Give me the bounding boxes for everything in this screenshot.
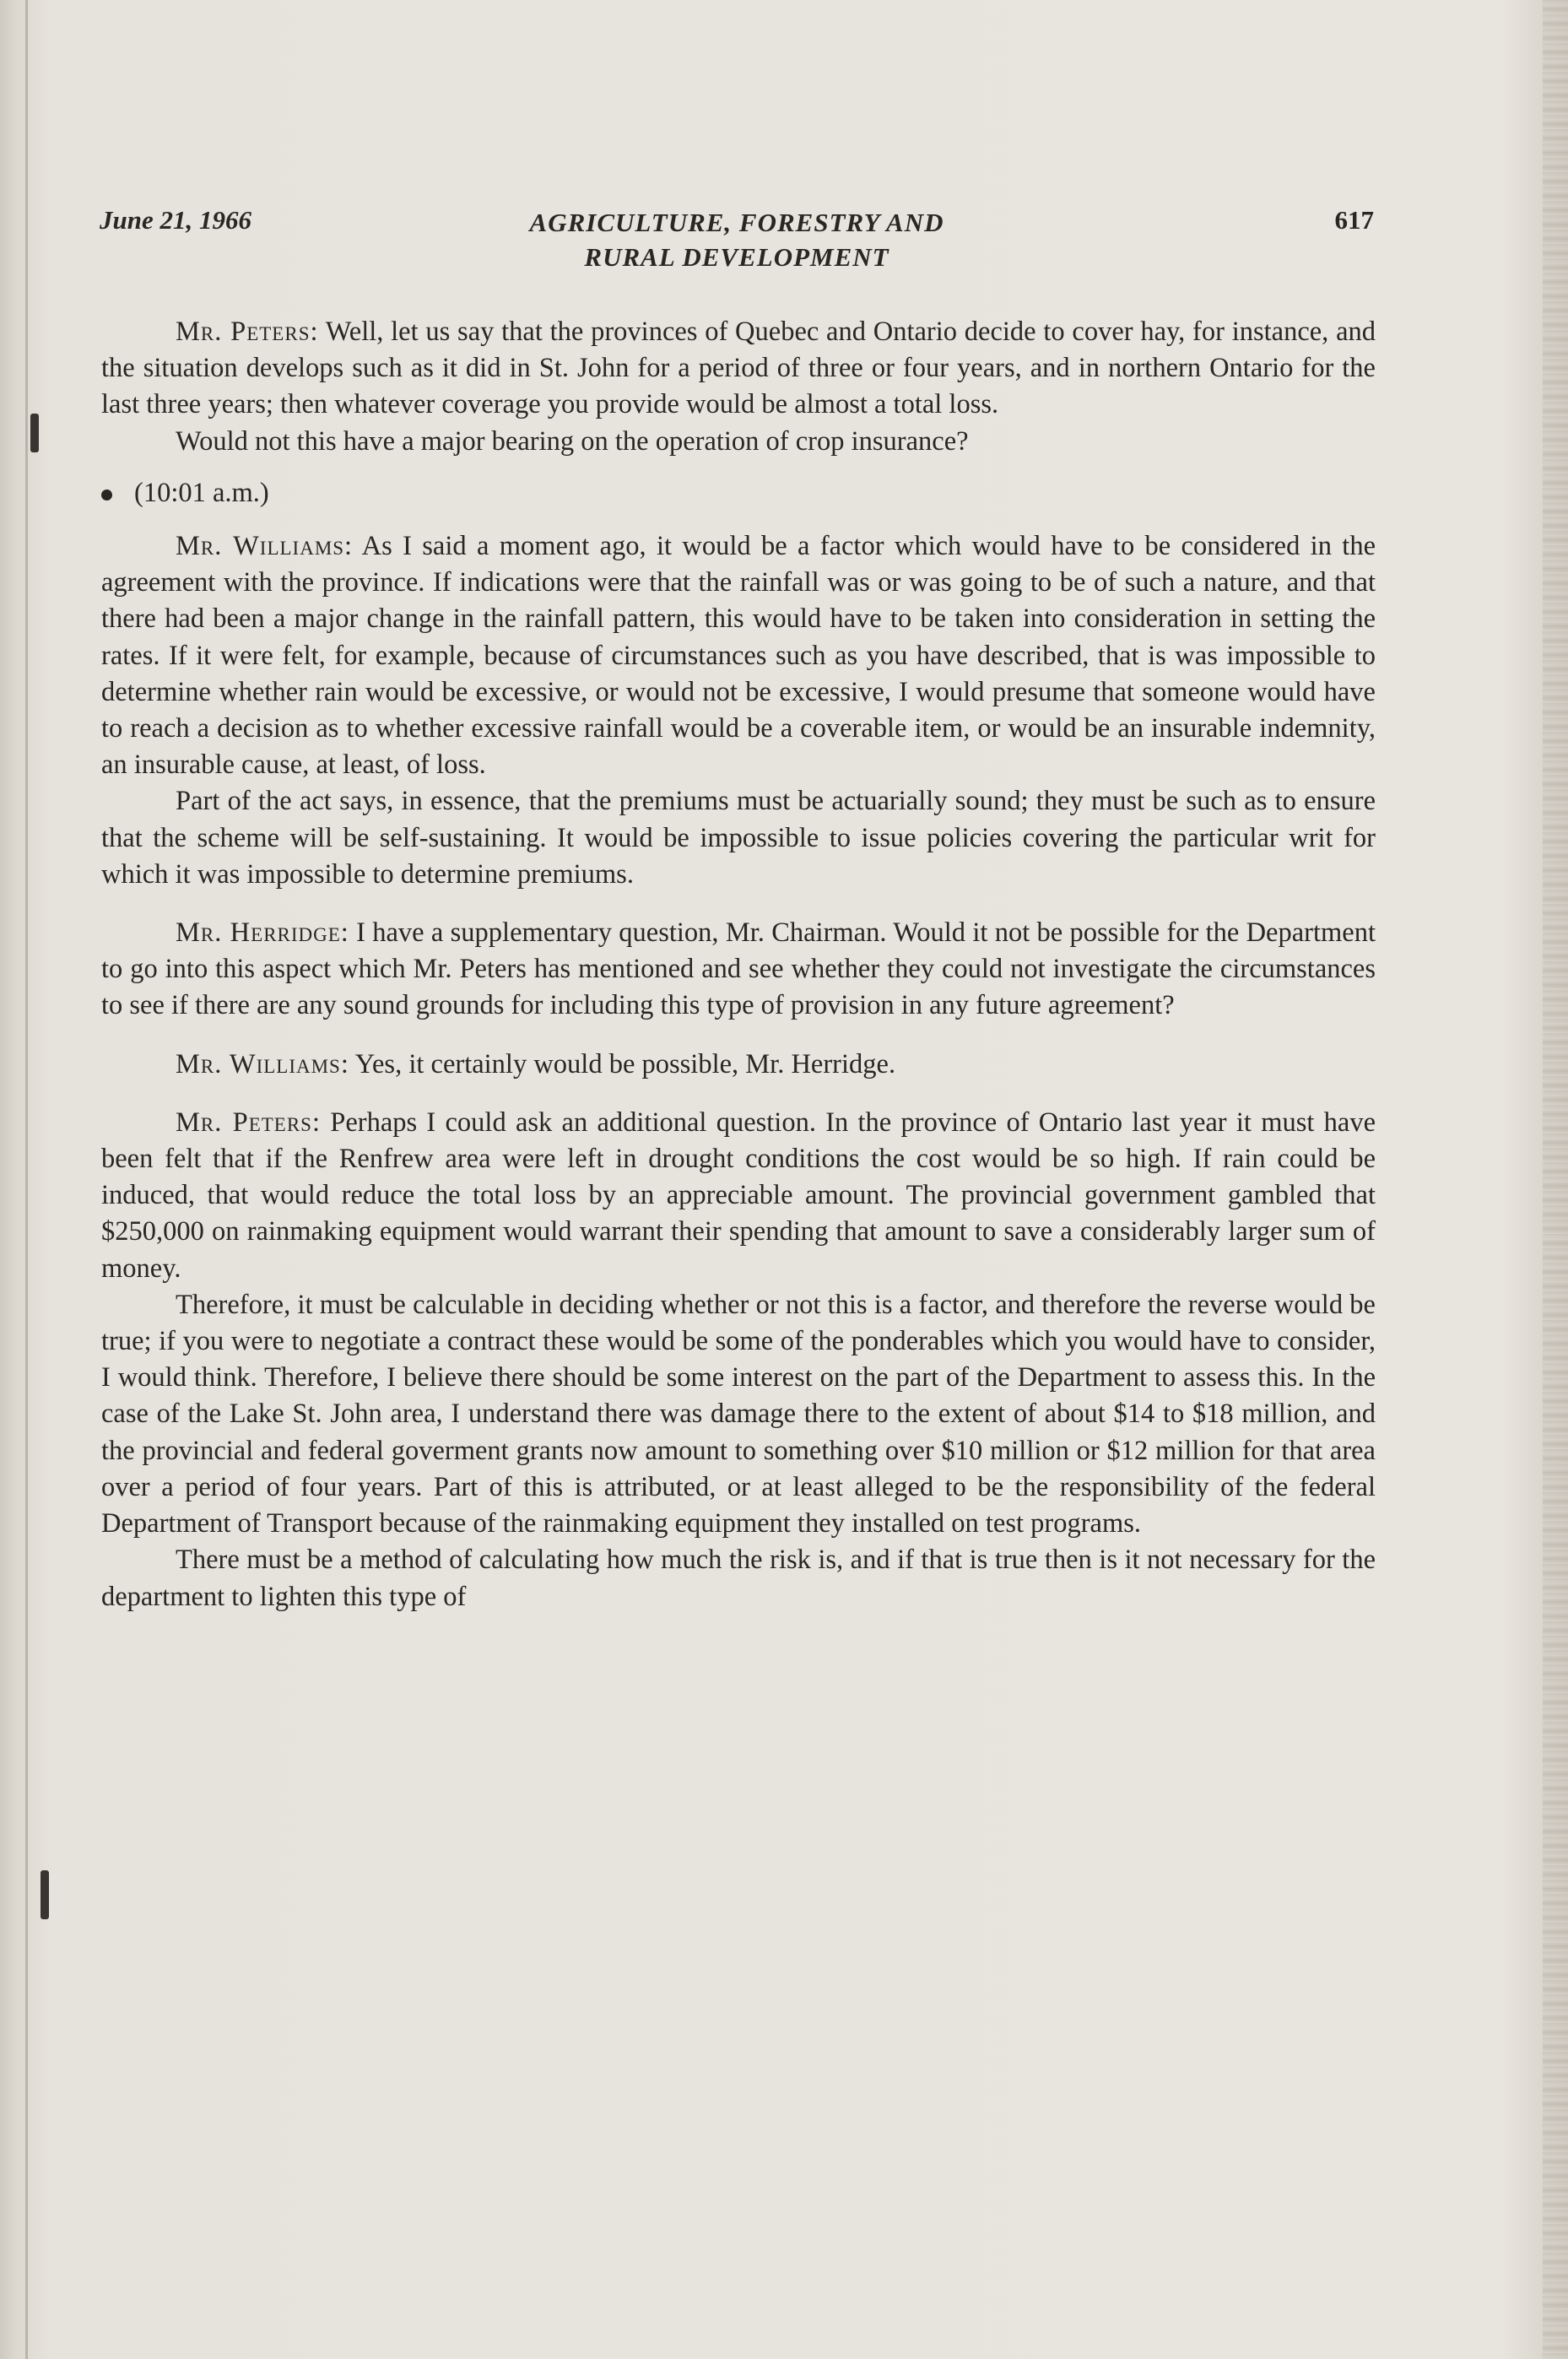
paragraph bbox=[101, 1287, 1376, 1542]
paragraph bbox=[101, 1047, 1376, 1083]
header-title-line-2: RURAL DEVELOPMENT bbox=[584, 242, 889, 272]
bullet-icon bbox=[101, 490, 112, 500]
time-stamp-text: (10:01 a.m.) bbox=[134, 477, 269, 508]
paragraph bbox=[101, 1105, 1376, 1287]
time-stamp bbox=[101, 475, 1376, 511]
header-title bbox=[100, 205, 1374, 274]
paragraph-text: Part of the act says, in essence, that the premiums must be actuarially sound; they must be such as to ensure that the scheme will be self-sustaining. It would be impossible to issue policies covering the particular writ for which it was impossible to determine premiums. bbox=[101, 786, 1376, 890]
transcript-body bbox=[101, 314, 1376, 1615]
running-header bbox=[100, 205, 1374, 273]
binding-mark-upper bbox=[30, 414, 39, 452]
paragraph-text: Yes, it certainly would be possible, Mr. Herridge. bbox=[349, 1048, 896, 1079]
speaker-name: Mr. Peters: bbox=[176, 317, 319, 347]
paragraph bbox=[101, 528, 1376, 783]
binding-edge bbox=[25, 0, 28, 2359]
speaker-name: Mr. Herridge: bbox=[176, 917, 349, 949]
page-edge-stack bbox=[1543, 0, 1568, 2359]
paragraph-text: Perhaps I could ask an additional question. In the province of Ontario last year it must have been felt that if the Renfrew area were left in drought conditions the cost would be so high. If rain could be induced, that would reduce the total loss by an appreciable amount. The provincial government gambled that $250,000 on rainmaking equipment would warrant their spending that amount to save a considerably larger sum of money. bbox=[101, 1106, 1376, 1284]
paragraph-text: There must be a method of calculating how much the risk is, and if that is true then is it not necessary for the department to lighten this type of bbox=[101, 1545, 1376, 1612]
binding-mark-lower bbox=[41, 1870, 49, 1919]
paragraph bbox=[101, 1542, 1376, 1615]
paragraph-text: I have a supplementary question, Mr. Chairman. Would it not be possible for the Department to go into this aspect which Mr. Peters has mentioned and see whether they could not investigate the circumstances to see if there are any sound grounds for including this type of provision in any future agreement? bbox=[101, 917, 1376, 1021]
speaker-name: Mr. Williams: bbox=[176, 1048, 349, 1079]
paragraph bbox=[101, 314, 1376, 424]
header-date: June 21, 1966 bbox=[100, 205, 251, 235]
paragraph-text: As I said a moment ago, it would be a factor which would have to be considered in the agreement with the province. If indications were that the rainfall was or was going to be of such a nature, and that there had been a major change in the rainfall pattern, this would have to be taken into consideration in setting the rates. If it were felt, for example, because of circumstances such as you have described, that is was impossible to determine whether rain would be excessive, or would not be excessive, I would presume that someone would have to reach a decision as to whether excessive rainfall would be a coverable item, or would be an insurable indemnity, an insurable cause, at least, of loss. bbox=[101, 531, 1376, 781]
paragraph bbox=[101, 783, 1376, 893]
paragraph bbox=[101, 915, 1376, 1025]
paragraph-text: Therefore, it must be calculable in deciding whether or not this is a factor, and therefore the reverse would be true; if you were to negotiate a contract these would be some of the ponderables which you would have to consider, I would think. Therefore, I believe there should be some interest on the part of the Department to assess this. In the case of the Lake St. John area, I understand there was damage there to the extent of about $14 to $18 million, and the provincial and federal goverment grants now amount to something over $10 million or $12 million for that area over a period of four years. Part of this is attributed, or at least alleged to be the responsibility of the federal Department of Transport because of the rainmaking equipment they installed on test programs. bbox=[101, 1289, 1376, 1539]
speaker-name: Mr. Williams: bbox=[176, 531, 354, 562]
paragraph bbox=[101, 424, 1376, 460]
paragraph-text: Well, let us say that the provinces of Quebec and Ontario decide to cover hay, for instance, and the situation develops such as it did in St. John for a period of three or four years, and in northern Ontario for the last three years; then whatever coverage you provide would be almost a total loss. bbox=[101, 317, 1376, 420]
speaker-name: Mr. Peters: bbox=[176, 1106, 322, 1138]
page-number: 617 bbox=[1334, 205, 1374, 235]
paragraph-text: Would not this have a major bearing on the operation of crop insurance? bbox=[176, 425, 969, 457]
header-title-line-1: AGRICULTURE, FORESTRY AND bbox=[529, 208, 944, 237]
